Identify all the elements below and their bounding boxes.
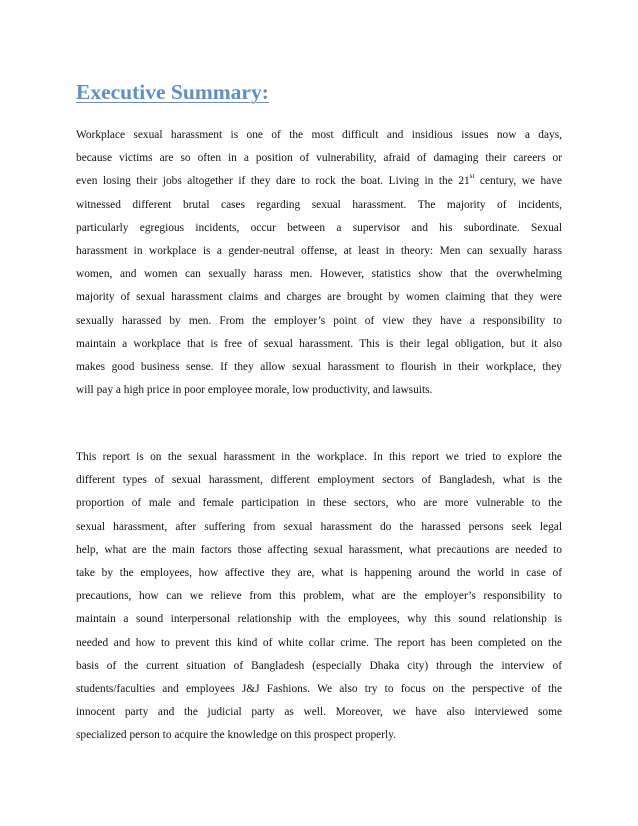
paragraph-line: sexual harassment, after suffering from sexual harassment do the harassed persons seek legal	[76, 520, 562, 533]
summary-paragraph-2	[76, 446, 562, 747]
paragraph-line: makes good business sense. If they allow sexual harassment to flourish in their workplace, they	[76, 360, 562, 373]
paragraph-line: maintain a sound interpersonal relationship with the employees, why this sound relationship is	[76, 613, 562, 626]
ordinal-superscript: st	[469, 172, 475, 181]
paragraph-line: women, and women can sexually harass men. However, statistics show that the overwhelming	[76, 268, 562, 281]
paragraph-line: take by the employees, how affective they are, what is happening around the world in case of	[76, 566, 562, 579]
paragraph-line-tail: century, we have	[474, 175, 562, 188]
paragraph-line: particularly egregious incidents, occur between a supervisor and his subordinate. Sexual	[76, 221, 562, 234]
paragraph-line: will pay a high price in poor employee morale, low productivity, and lawsuits.	[76, 384, 433, 397]
paragraph-line: This report is on the sexual harassment in the workplace. In this report we tried to explore the	[76, 451, 562, 463]
paragraph-line: needed and how to prevent this kind of white collar crime. The report has been completed on the	[76, 636, 562, 649]
paragraph-line: witnessed different brutal cases regarding sexual harassment. The majority of incidents,	[76, 198, 562, 211]
paragraph-line-text: even losing their jobs altogether if they dare to rock the boat. Living in the 21	[76, 175, 470, 188]
paragraph-line: majority of sexual harassment claims and charges are brought by women claiming that they were	[76, 291, 562, 304]
paragraph-line: different types of sexual harassment, different employment sectors of Bangladesh, what is the	[76, 474, 562, 487]
paragraph-line: specialized person to acquire the knowledge on this prospect properly.	[76, 729, 396, 742]
paragraph-line: proportion of male and female participation in these sectors, who are more vulnerable to the	[76, 497, 562, 510]
paragraph-line	[76, 170, 562, 193]
paragraph-line: harassment in workplace is a gender-neutral offense, at least in theory: Men can sexually harass	[76, 244, 562, 257]
paragraph-line: help, what are the main factors those affecting sexual harassment, what precautions are needed to	[76, 543, 562, 556]
paragraph-line: precautions, how can we relieve from this problem, what are the employer’s responsibility to	[76, 590, 562, 603]
paragraph-line: Workplace sexual harassment is one of the most difficult and insidious issues now a days,	[76, 129, 562, 141]
paragraph-line: innocent party and the judicial party as well. Moreover, we have also interviewed some	[76, 706, 562, 719]
summary-paragraph-1	[76, 124, 562, 402]
paragraph-line: maintain a workplace that is free of sexual harassment. This is their legal obligation, but it also	[76, 337, 562, 350]
page-title: Executive Summary:	[76, 80, 269, 104]
paragraph-line: sexually harassed by men. From the employer’s point of view they have a responsibility to	[76, 314, 562, 327]
paragraph-line: basis of the current situation of Bangladesh (especially Dhaka city) through the interview of	[76, 659, 562, 672]
paragraph-line: students/faculties and employees J&J Fashions. We also try to focus on the perspective of the	[76, 682, 562, 695]
paragraph-line: because victims are so often in a position of vulnerability, afraid of damaging their careers or	[76, 152, 562, 165]
